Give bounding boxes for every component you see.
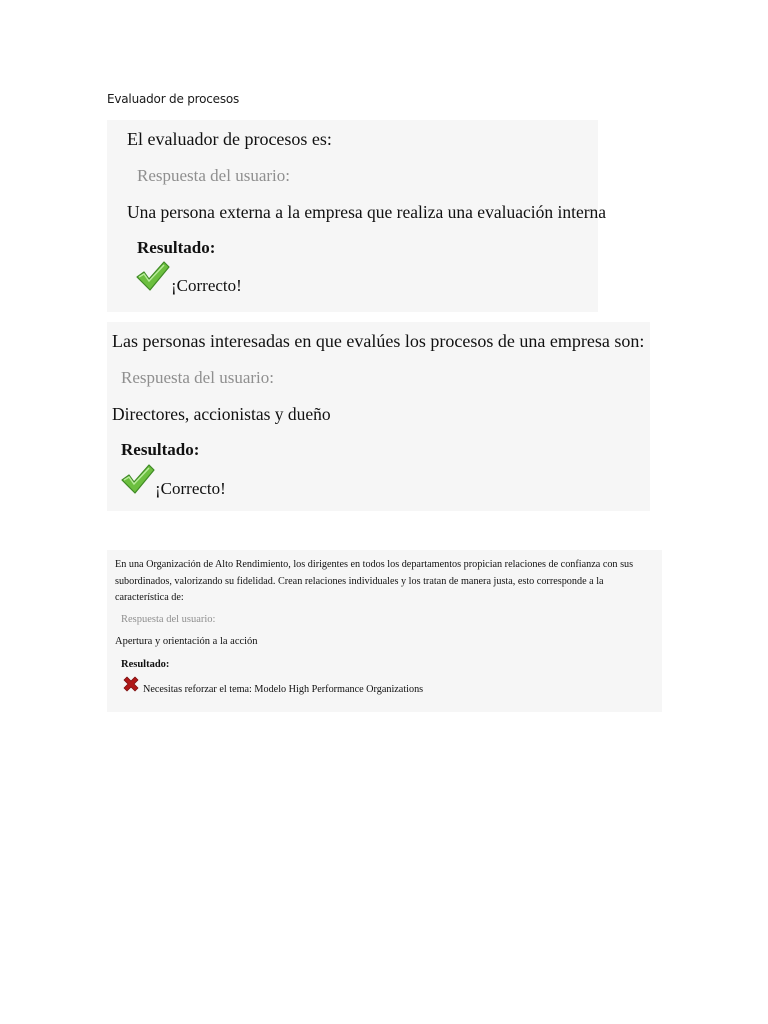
cross-icon [121, 674, 141, 694]
user-answer: Una persona externa a la empresa que realiza una evaluación interna [127, 202, 607, 222]
question-card-1 [107, 120, 607, 312]
question-card-2 [107, 322, 650, 511]
user-answer-label: Respuesta del usuario: [137, 166, 290, 185]
question-text: Las personas interesadas en que evalúes los procesos de una empresa son: [112, 331, 645, 351]
user-answer-label: Respuesta del usuario: [121, 368, 274, 387]
result-text: Necesitas reforzar el tema: Modelo High Performance Organizations [143, 684, 424, 695]
user-answer: Directores, accionistas y dueño [112, 404, 331, 424]
page-title: Evaluador de procesos [107, 92, 240, 106]
result-text: ¡Correcto! [171, 276, 242, 295]
result-label: Resultado: [121, 659, 170, 670]
check-icon [135, 260, 171, 292]
result-text: ¡Correcto! [155, 479, 226, 498]
question-card-3 [107, 550, 662, 712]
user-answer-label: Respuesta del usuario: [121, 614, 216, 625]
user-answer: Apertura y orientación a la acción [115, 636, 258, 647]
question-text: El evaluador de procesos es: [127, 129, 332, 149]
question-text: En una Organización de Alto Rendimiento, los dirigentes en todos los departamentos propician relaciones de confianza con sus subordinados, valorizando su fidelidad. Crean relaciones individuales y los tratan de manera justa, esto corresponde a la característica de: [115, 559, 634, 603]
result-label: Resultado: [137, 238, 216, 257]
result-label: Resultado: [121, 440, 200, 459]
check-icon [120, 463, 156, 495]
